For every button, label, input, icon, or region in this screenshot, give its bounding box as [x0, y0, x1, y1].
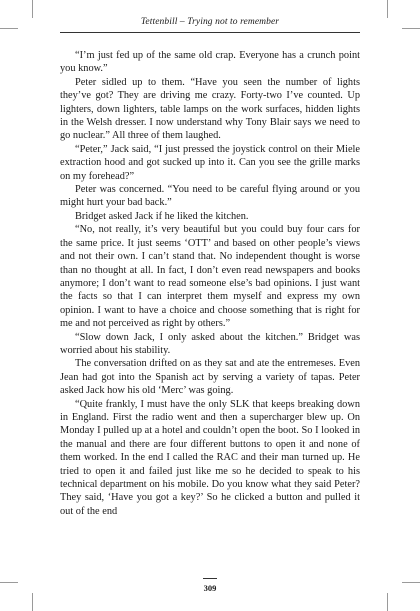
crop-mark	[0, 28, 18, 29]
crop-mark	[32, 593, 33, 611]
paragraph: “I’m just fed up of the same old crap. Everyone has a crunch point you know.”	[60, 50, 360, 75]
paragraph: The conversation drifted on as they sat and ate the entremeses. Even Jean had got into the Spanish act by serving a variety of tapas. Peter asked Jack how his old ‘Merc’ was going.	[60, 358, 360, 397]
running-head: Tettenbill – Trying not to remember	[140, 17, 280, 27]
body-text	[60, 49, 360, 518]
header-rule	[60, 32, 360, 33]
paragraph: Peter sidled up to them. “Have you seen the number of lights they’ve got? They are driving me crazy. Forty-two I’ve counted. Up lighters, down lighters, table lamps on the work surfaces, hidden lights in the Welsh dresser. I now understand why Tony Blair says we need to go nuclear.” All three of them laughed.	[60, 76, 360, 142]
paragraph: “Peter,” Jack said, “I just pressed the joystick control on their Miele extraction hood and got sucked up into it. Can you see the grille marks on my forehead?”	[60, 143, 360, 182]
paragraph: Peter was concerned. “You need to be careful flying around or you might hurt your bad back.”	[60, 184, 360, 209]
folio-rule	[203, 578, 217, 579]
page-number: 309	[203, 583, 217, 593]
crop-mark	[402, 28, 420, 29]
paragraph: Bridget asked Jack if he liked the kitchen.	[75, 210, 249, 222]
paragraph: “Quite frankly, I must have the only SLK that keeps breaking down in England. First the radio went and then a supercharger blew up. On Monday I pulled up at a hotel and couldn’t open the boot. So I looked in the manual and there are four different buttons to open it and none of them worked. In the end I called the RAC and their man turned up. He tried to open it and failed just like me so he decided to speak to his technical department on his mobile. Do you know what they said Peter? They said, ‘Have you got a key?’ So he clicked a button and pulled it out of the end	[60, 398, 360, 517]
crop-mark	[32, 0, 33, 18]
paragraph: “Slow down Jack, I only asked about the kitchen.” Bridget was worried about his stability.	[60, 331, 360, 356]
crop-mark	[387, 593, 388, 611]
crop-mark	[387, 0, 388, 18]
paragraph: “No, not really, it’s very beautiful but you could buy four cars for the same price. It just seems ‘OTT’ and based on other people’s views and not their own. I can’t stand that. No independent thought is worse than no thought at all. In fact, I don’t even read newspapers and books anymore; I don’t want to read someone else’s bad opinions. I just want the facts so that I can interpret them myself and express my own opinion. I want to have a choice and choose something that is right for me and not perceived as right by others.”	[60, 224, 360, 330]
